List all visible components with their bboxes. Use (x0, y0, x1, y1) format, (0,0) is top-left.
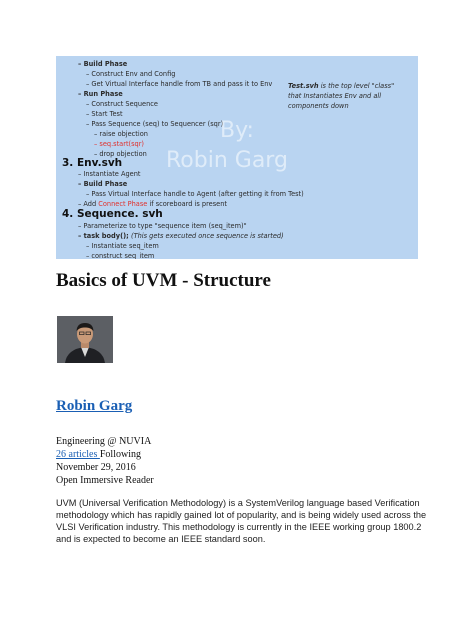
hero-line: – Get Virtual Interface handle from TB and pass it to Env (86, 80, 273, 88)
author-photo (57, 316, 113, 363)
hero-line: – Construct Env and Config (86, 70, 176, 78)
watermark-name: Robin Garg (166, 148, 288, 173)
hero-line-text: – task body(); (78, 232, 132, 240)
hero-line (78, 232, 284, 240)
immersive-reader-button[interactable]: Open Immersive Reader (56, 475, 154, 486)
hero-line: – construct seq_item (86, 252, 155, 259)
watermark-by: By: (220, 118, 254, 143)
hero-line-text: – Add (78, 200, 97, 208)
hero-line: – Instantiate seq_item (86, 242, 159, 250)
author-name-link[interactable]: Robin Garg (56, 398, 133, 414)
hero-line: – Start Test (86, 110, 123, 118)
hero-line (78, 200, 227, 208)
hero-line: – Pass Sequence (seq) to Sequencer (sqr) (86, 120, 224, 128)
hero-line-highlight: Connect Phase (98, 200, 148, 208)
hero-line: – Construct Sequence (86, 100, 158, 108)
avatar[interactable] (57, 316, 113, 363)
hero-line: – Build Phase (78, 180, 128, 188)
hero-line: – drop objection (94, 150, 147, 158)
article-hero-image (56, 56, 418, 259)
hero-side-note (288, 81, 408, 111)
hero-heading: 3. Env.svh (62, 157, 123, 169)
hero-line: – raise objection (94, 130, 148, 138)
article-paragraph: UVM (Universal Verification Methodology) is a SystemVerilog language based Verification methodology which has rapidly gained lot of popularity, and is being widely used across the VLSI Verification industry. This methodology is currently in the IEEE working group 1800.2 and is expected to become an IEEE standard soon. (56, 498, 427, 544)
author-headline: Engineering @ NUVIA (56, 436, 152, 447)
hero-line: – Instantiate Agent (78, 170, 141, 178)
hero-line: – Build Phase (78, 60, 128, 68)
hero-note-text: is the top level "class" that Instantiates Env and all components down (288, 82, 395, 110)
author-stats (56, 449, 141, 460)
articles-count-link[interactable]: 26 articles (56, 449, 100, 460)
publish-date: November 29, 2016 (56, 462, 136, 473)
hero-line-note: (This gets executed once sequence is started) (131, 232, 284, 240)
following-label[interactable]: Following (99, 449, 141, 460)
hero-line: – Parameterize to type "sequence item (seq_item)" (78, 222, 247, 230)
hero-line-text: if scoreboard is present (149, 200, 227, 208)
hero-line: – Run Phase (78, 90, 123, 98)
hero-heading: 4. Sequence. svh (62, 208, 163, 220)
article-title: Basics of UVM - Structure (56, 270, 271, 291)
hero-line: – Pass Virtual Interface handle to Agent (after getting it from Test) (86, 190, 304, 198)
hero-line: – seq.start(sqr) (94, 140, 145, 148)
hero-note-bold: Test.svh (288, 82, 319, 90)
